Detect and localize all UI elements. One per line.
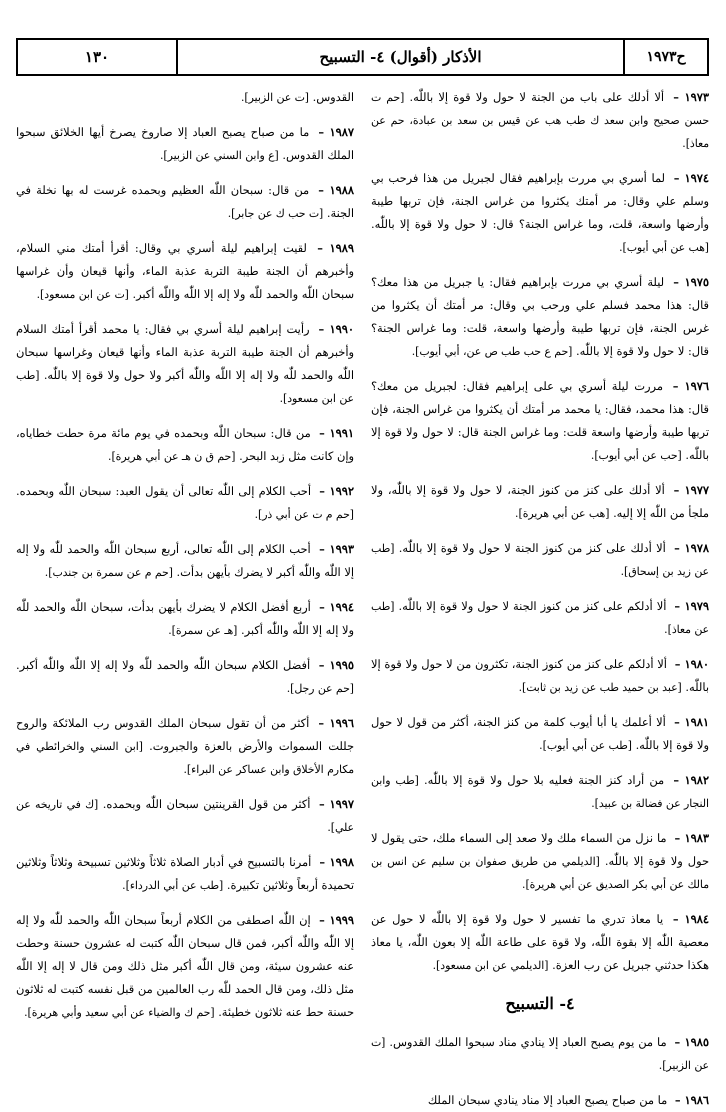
entry-source: [ت حب ك عن جابر]. (227, 207, 324, 220)
entry-number: ١٩٩٨ – (319, 855, 355, 869)
entry-source: [حم م عن سمرة بن جندب]. (44, 566, 173, 579)
entry-number: ١٩٩٩ – (319, 913, 354, 927)
entry-source: [ت عن الزبير]. (371, 1036, 709, 1072)
entry-text: القدوس. (312, 90, 354, 104)
entry-source: [طب عن معاذ]. (371, 600, 709, 636)
entry-source: [طب وابن النجار عن فضالة بن عبيد]. (371, 774, 709, 810)
entry-text: ما من صباح يصبح العباد إلا مناد ينادي سبحان الملك (427, 1093, 668, 1107)
entry-number: ١٩٨٠ – (674, 657, 709, 671)
entry-source: [طب عن أبي أيوب]. (539, 739, 632, 752)
hadith-entry (371, 479, 709, 525)
entry-source: [هب عن أبي هريرة]. (515, 507, 610, 520)
entry-number: ١٩٨١ – (674, 715, 709, 729)
entry-text: ألا أعلمك يا أبا أيوب كلمة من كنز الجنة، أكثر من قول لا حول ولا قوة إلا باللّٰه. (371, 715, 709, 752)
entry-text: من أراد كنز الجنة فعليه بلا حول ولا قوة إلا باللّٰه. (424, 773, 665, 787)
entry-source: [طب عن زيد بن إسحاق]. (371, 542, 709, 578)
entry-text: إن اللّٰه اصطفى من الكلام أربعاً سبحان اللّٰه والحمد للّٰه ولا إله إلا اللّٰه واللّٰه أكبر، فمن قال سبحان اللّٰه كتبت له عشرون حسنة وحطت عنه عشرون سيئة، ومن قال اللّٰه أكبر مثل ذلك ومن قال لا إله إلا اللّٰه مثل ذلك، ومن قال الحمد للّٰه رب العالمين من قبل نفسه كتبت له ثلاثون حسنة حط عنه ثلاثون خطيئة. (16, 913, 354, 1019)
page-header (16, 38, 709, 76)
hadith-entry (16, 179, 354, 225)
entry-source: [الديلمي من طريق صفوان بن سليم عن انس بن مالك عن أبي بكر الصديق عن أبي هريرة]. (371, 855, 709, 891)
hadith-entry (16, 596, 354, 642)
entry-number: ١٩٧٧ – (673, 483, 709, 497)
entry-source: [ك في تاريخه عن علي]. (16, 798, 354, 834)
entry-text: من قال: سبحان اللّٰه وبحمده في يوم مائة مرة حطت خطاياه، وإن كانت مثل زبد البحر. (16, 426, 354, 463)
entry-number: ١٩٩٥ – (318, 658, 354, 672)
entry-text: أمرنا بالتسبيح في أدبار الصلاة ثلاثاً وثلاثين تسبيحة وثلاثاً وثلاثين تحميدة أربعاً وثلاثين تكبيرة. (16, 855, 354, 892)
hadith-entry (371, 537, 709, 583)
left-column (16, 86, 354, 1098)
entry-number: ١٩٧٨ – (674, 541, 710, 555)
entry-source: [عبد بن حميد طب عن زيد بن ثابت]. (518, 681, 682, 694)
entry-range-code: ح١٩٧٣ (623, 40, 707, 74)
text-columns (16, 86, 710, 1107)
hadith-entry (16, 654, 354, 700)
hadith-entry (16, 851, 354, 897)
entry-source: [حم ع حب طب ص عن، أبي أيوب]. (411, 345, 573, 358)
entry-number: ١٩٩١ – (319, 426, 354, 440)
hadith-entry (371, 595, 709, 641)
hadith-entry (371, 653, 709, 699)
entry-source: [ت عن الزبير]. (240, 91, 309, 104)
hadith-entry (16, 318, 354, 410)
hadith-entry (16, 712, 354, 781)
hadith-entry (371, 167, 709, 259)
entry-number: ١٩٨٣ – (674, 831, 709, 845)
entry-number: ١٩٩٧ – (318, 797, 354, 811)
hadith-entry (16, 237, 354, 306)
entry-text: يا معاذ تدري ما تفسير لا حول ولا قوة إلا باللّٰه لا حول عن معصية اللّٰه إلا بقوة اللّٰه، ولا قوة على طاعة اللّٰه إلا بعون اللّٰه، يا معاذ هكذا حدثني جبريل عن رب العزة. (371, 912, 709, 972)
hadith-entry (371, 1089, 709, 1112)
chapter-title: الأذكار (أقوال) ٤- التسبيح (319, 48, 482, 66)
entry-number: ١٩٩٤ – (319, 600, 354, 614)
entry-text: ألا أدلكم على كنز من كنوز الجنة، تكثرون من لا حول ولا قوة إلا باللّٰه. (371, 657, 709, 694)
entry-number: ١٩٧٥ – (673, 275, 709, 289)
entry-text: مررت ليلة أسري بي على إبراهيم فقال: لجبريل من معك؟ قال: هذا محمد، فقال: يا محمد مر أمتك أن يكثروا من غراس الجنة، فإن تربها طيبة وأرضها واسعة قلت: وما غراس الجنة قال: لا حول ولا قوة إلا باللّٰه. (371, 379, 709, 462)
hadith-entry (371, 711, 709, 757)
right-column (371, 86, 710, 1107)
entry-source: [ت عن ابن مسعود]. (36, 288, 129, 301)
entry-text: ما من صباح يصبح العباد إلا صاروخ يصرخ أيها الخلائق سبحوا الملك القدوس. (16, 125, 354, 162)
entry-number: ١٩٨٦ – (674, 1093, 709, 1107)
entry-text: من قال: سبحان اللّٰه العظيم وبحمده غرست له بها نخلة في الجنة. (16, 183, 354, 220)
entry-text: ألا أدلك على باب من الجنة لا حول ولا قوة إلا باللّٰه. (409, 90, 664, 104)
entry-text: أحب الكلام إلى اللّٰه تعالى أن يقول العبد: سبحان اللّٰه وبحمده. (16, 484, 312, 498)
hadith-entry (371, 827, 709, 896)
entry-source: [ع وابن السني عن الزبير]. (159, 149, 279, 162)
entry-number: ١٩٩٣ – (319, 542, 354, 556)
entry-number: ١٩٨٨ – (318, 183, 354, 197)
entry-text: ليلة أسري بي مررت بإبراهيم فقال: يا جبريل من هذا معك؟ قال: هذا محمد فسلم علي ورحب بي وقال: مر أمتك أن يكثروا من غرس الجنة، فإن تربها طيبة وأرضها واسعة، قلت: وما غراس الجنة؟ قال: لا حول ولا قوة إلا باللّٰه. (371, 275, 709, 358)
entry-source: [حم م ت عن أبي ذر]. (254, 508, 354, 521)
entry-number: ١٩٧٤ – (673, 171, 709, 185)
entry-text: ألا أدلك على كنز من كنوز الجنة لا حول ولا قوة إلا باللّٰه. (398, 541, 666, 555)
entry-source: [الديلمي عن ابن مسعود]. (432, 959, 549, 972)
entry-source: [حب عن أبي أيوب]. (590, 449, 682, 462)
entry-number: ١٩٧٣ – (673, 90, 709, 104)
entry-number: ١٩٨٧ – (318, 125, 354, 139)
hadith-entry (16, 793, 354, 839)
entry-text: ألا أدلكم على كنز من كنوز الجنة لا حول ولا قوة إلا باللّٰه. (398, 599, 667, 613)
entry-number: ١٩٨٢ – (673, 773, 710, 787)
entry-source: [حم ق ن هـ عن أبي هريرة]. (108, 450, 236, 463)
entry-source: [هب عن أبي أيوب]. (619, 241, 709, 254)
entry-number: ١٩٩٠ – (318, 322, 354, 336)
entry-source: [طب عن أبي الدرداء]. (122, 879, 224, 892)
entry-source: [حم ت حسن صحيح وابن سعد ك طب هب عن قيس بن سعد بن عبادة، حم عن معاذ]. (371, 91, 709, 150)
hadith-entry (371, 908, 709, 977)
entry-text: لقيت إبراهيم ليلة أسري بي وقال: أقرأ أمتك مني السلام، وأخبرهم أن الجنة طيبة التربة عذبة الماء، وأنها قيعان وأن غراسها سبحان اللّٰه والحمد للّٰه ولا إله إلا اللّٰه واللّٰه أكبر. (16, 241, 354, 301)
hadith-entry (16, 909, 354, 1024)
hadith-entry (16, 121, 354, 167)
entry-source: [حم ك والضياء عن أبي سعيد وأبي هريرة]. (24, 1006, 215, 1019)
hadith-entry (16, 86, 354, 109)
entry-source: [طب عن ابن مسعود]. (16, 369, 354, 405)
entry-text: ألا أدلك على كنز من كنوز الجنة، لا حول ولا قوة إلا باللّٰه، ولا ملجأ من اللّٰه إلا إليه. (371, 483, 709, 520)
hadith-entry (16, 422, 354, 468)
hadith-entry (371, 86, 709, 155)
entry-source: [حم عن رجل]. (286, 682, 354, 695)
entry-text: ما نزل من السماء ملك ولا صعد إلى السماء ملك، حتى يقول لا حول ولا قوة إلا باللّٰه. (371, 831, 710, 868)
entry-text: أكثر من أن تقول سبحان الملك القدوس رب الملائكة والروح جللت السموات والأرض بالعزة والجبروت. (16, 716, 354, 753)
entry-number: ١٩٧٩ – (674, 599, 709, 613)
hadith-entry (371, 271, 709, 363)
entry-number: ١٩٧٦ – (672, 379, 709, 393)
section-title: ٤- التسبيح (505, 994, 575, 1013)
hadith-entry (16, 538, 354, 584)
hadith-entry (371, 1031, 709, 1077)
entry-text: لما أسري بي مررت بإبراهيم فقال لجبريل من هذا فرحب بي وسلم علي وقال: مر أمتك يكثروا من غراس الجنة، فإن تربها طيبة وأرضها واسعة، قلت، وما غراس الجنة؟ قال: لا حول ولا قوة إلا باللّٰه. (371, 171, 709, 231)
entry-number: ١٩٩٦ – (318, 716, 354, 730)
hadith-entry (371, 769, 709, 815)
entry-source: [هـ عن سمرة]. (168, 624, 238, 637)
entry-source: [ابن السني والخرائطي في مكارم الأخلاق وابن عساكر عن البراء]. (16, 740, 354, 776)
entry-text: أربع أفضل الكلام لا يضرك بأيهن بدأت، سبحان اللّٰه والحمد للّٰه ولا إله إلا اللّٰه واللّٰه أكبر. (16, 600, 354, 637)
entry-text: أكثر من قول القرينتين سبحان اللّٰه وبحمده. (102, 797, 311, 811)
entry-text: رأيت إبراهيم ليلة أسري بي فقال: يا محمد أقرأ أمتك السلام وأخبرهم أن الجنة طيبة التربة عذبة الماء وأنها قيعان وغراسها سبحان اللّٰه والحمد للّٰه ولا إله إلا اللّٰه واللّٰه أكبر ولا حول ولا قوة إلا باللّٰه. (16, 322, 355, 382)
entry-number: ١٩٨٤ – (672, 912, 709, 926)
entry-text: أفضل الكلام سبحان اللّٰه والحمد للّٰه ولا إله إلا اللّٰه واللّٰه أكبر. (16, 658, 311, 672)
entry-number: ١٩٩٢ – (319, 484, 354, 498)
entry-number: ١٩٨٥ – (674, 1035, 709, 1049)
entry-text: ما من يوم يصبح العباد إلا ينادي مناد سبحوا الملك القدوس. (389, 1035, 667, 1049)
entry-text: أحب الكلام إلى اللّٰه تعالى، أربع سبحان اللّٰه والحمد للّٰه ولا إله إلا اللّٰه واللّٰه أكبر لا يضرك بأيهن بدأت. (16, 542, 354, 579)
hadith-entry (371, 375, 709, 467)
page-number: ١٣٠ (18, 40, 178, 74)
hadith-entry (16, 480, 354, 526)
entry-number: ١٩٨٩ – (317, 241, 355, 255)
